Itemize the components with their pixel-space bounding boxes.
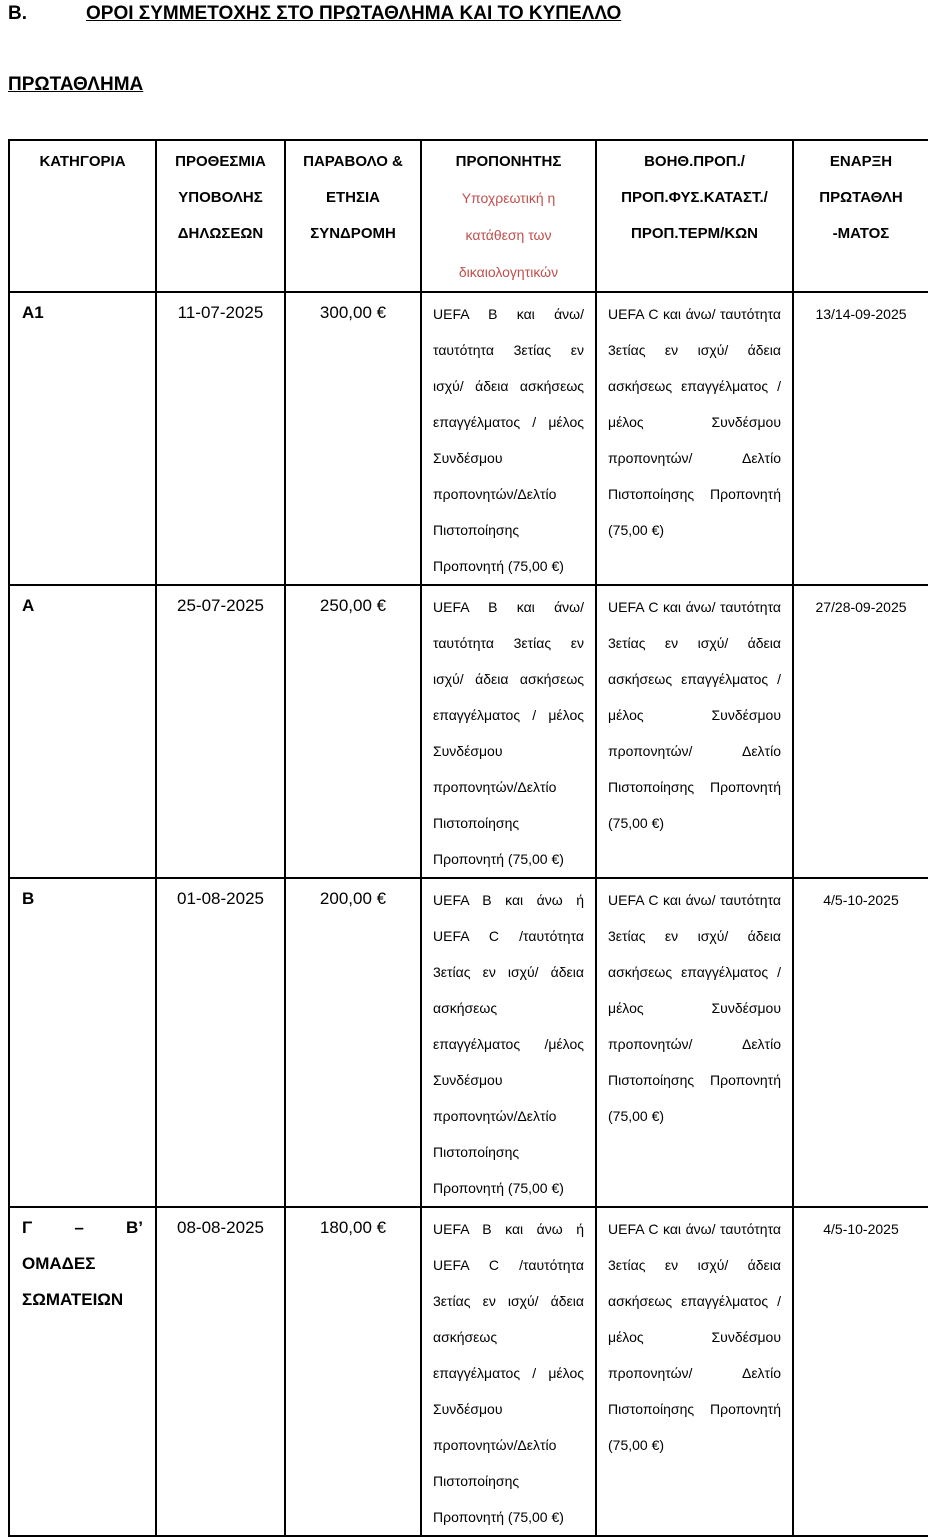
header-deadline: ΠΡΟΘΕΣΜΙΑ ΥΠΟΒΟΛΗΣ ΔΗΛΩΣΕΩΝ xyxy=(156,140,285,292)
cell-category: Α1 xyxy=(9,292,156,585)
header-coach: ΠΡΟΠΟΝΗΤΗΣ Υποχρεωτική η κατάθεση των δικαιολογητικών xyxy=(421,140,596,292)
table-row xyxy=(9,292,928,585)
cell-fee: 250,00 € xyxy=(285,585,421,878)
cell-assistant: UEFA C και άνω/ ταυτότητα 3ετίας εν ισχύ/ άδεια ασκήσεως επαγγέλματος / μέλος Συνδέσμου προπονητών/ Δελτίο Πιστοποίησης Προπονητή (75,00 €) xyxy=(596,1207,793,1536)
cell-coach: UEFA B και άνω ή UEFA C /ταυτότητα 3ετίας εν ισχύ/ άδεια ασκήσεως επαγγέλματος /μέλος Συνδέσμου προπονητών/Δελτίο Πιστοποίησης Προπονητή (75,00 €) xyxy=(421,878,596,1207)
cell-assistant: UEFA C και άνω/ ταυτότητα 3ετίας εν ισχύ/ άδεια ασκήσεως επαγγέλματος / μέλος Συνδέσμου προπονητών/ Δελτίο Πιστοποίησης Προπονητή (75,00 €) xyxy=(596,292,793,585)
section-number: Β. xyxy=(8,3,27,24)
cell-start: 27/28-09-2025 xyxy=(793,585,928,878)
cell-coach: UEFA B και άνω/ ταυτότητα 3ετίας εν ισχύ/ άδεια ασκήσεως επαγγέλματος / μέλος Συνδέσμου προπονητών/Δελτίο Πιστοποίησης Προπονητή (75,00 €) xyxy=(421,292,596,585)
cell-start: 4/5-10-2025 xyxy=(793,878,928,1207)
table-row xyxy=(9,1207,928,1536)
coach-note: Υποχρεωτική η xyxy=(461,190,556,206)
header-fee: ΠΑΡΑΒΟΛΟ & ΕΤΗΣΙΑ ΣΥΝΔΡΟΜΗ xyxy=(285,140,421,292)
table-row xyxy=(9,878,928,1207)
cell-category: Γ – Β’ ΟΜΑΔΕΣ ΣΩΜΑΤΕΙΩΝ xyxy=(9,1207,156,1536)
cell-fee: 200,00 € xyxy=(285,878,421,1207)
cell-start: 13/14-09-2025 xyxy=(793,292,928,585)
cell-deadline: 01-08-2025 xyxy=(156,878,285,1207)
cell-coach: UEFA B και άνω ή UEFA C /ταυτότητα 3ετίας εν ισχύ/ άδεια ασκήσεως επαγγέλματος / μέλος Συνδέσμου προπονητών/Δελτίο Πιστοποίησης Προπονητή (75,00 €) xyxy=(421,1207,596,1536)
header-category: ΚΑΤΗΓΟΡΙΑ xyxy=(9,140,156,292)
subsection-title: ΠΡΩΤΑΘΛΗΜΑ xyxy=(8,74,144,95)
section-title: ΟΡΟΙ ΣΥΜΜΕΤΟΧΗΣ ΣΤΟ ΠΡΩΤΑΘΛΗΜΑ ΚΑΙ ΤΟ ΚΥΠΕΛΛΟ xyxy=(86,3,622,24)
cell-coach: UEFA B και άνω/ ταυτότητα 3ετίας εν ισχύ/ άδεια ασκήσεως επαγγέλματος / μέλος Συνδέσμου προπονητών/Δελτίο Πιστοποίησης Προπονητή (75,00 €) xyxy=(421,585,596,878)
cell-fee: 180,00 € xyxy=(285,1207,421,1536)
section-heading xyxy=(8,2,621,26)
championship-table xyxy=(8,139,928,1537)
cell-start: 4/5-10-2025 xyxy=(793,1207,928,1536)
cell-assistant: UEFA C και άνω/ ταυτότητα 3ετίας εν ισχύ/ άδεια ασκήσεως επαγγέλματος / μέλος Συνδέσμου προπονητών/ Δελτίο Πιστοποίησης Προπονητή (75,00 €) xyxy=(596,878,793,1207)
cell-category: Β xyxy=(9,878,156,1207)
table-row xyxy=(9,585,928,878)
header-start: ΕΝΑΡΞΗ ΠΡΩΤΑΘΛΗ -ΜΑΤΟΣ xyxy=(793,140,928,292)
cell-assistant: UEFA C και άνω/ ταυτότητα 3ετίας εν ισχύ/ άδεια ασκήσεως επαγγέλματος / μέλος Συνδέσμου προπονητών/ Δελτίο Πιστοποίησης Προπονητή (75,00 €) xyxy=(596,585,793,878)
cell-category: Α xyxy=(9,585,156,878)
cell-deadline: 08-08-2025 xyxy=(156,1207,285,1536)
cell-deadline: 11-07-2025 xyxy=(156,292,285,585)
cell-deadline: 25-07-2025 xyxy=(156,585,285,878)
header-assistant: ΒΟΗΘ.ΠΡΟΠ./ ΠΡΟΠ.ΦΥΣ.ΚΑΤΑΣΤ./ ΠΡΟΠ.ΤΕΡΜ/ΚΩΝ xyxy=(596,140,793,292)
table-header-row xyxy=(9,140,928,292)
cell-fee: 300,00 € xyxy=(285,292,421,585)
